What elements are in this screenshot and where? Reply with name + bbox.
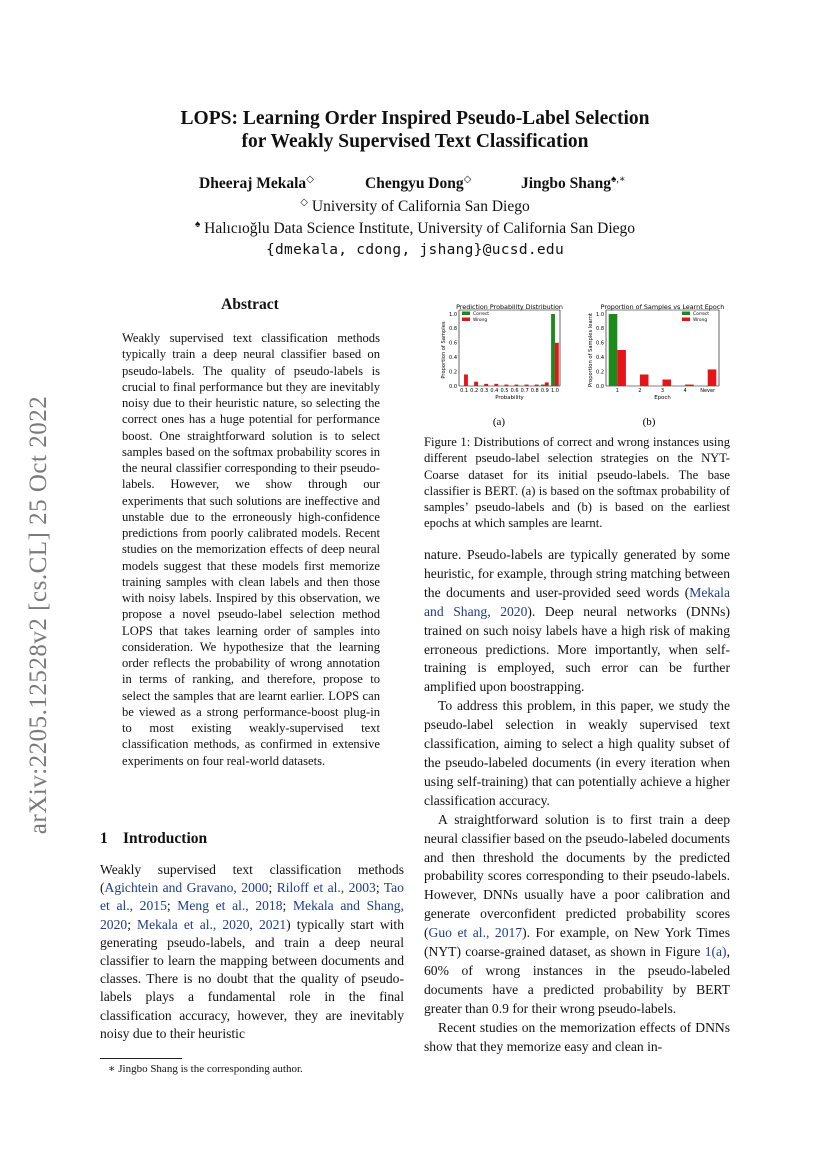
- affiliation-ucsd: ◇ University of California San Diego: [300, 197, 530, 216]
- x-tick-label: 0.5: [500, 388, 509, 394]
- x-tick-label: Never: [700, 388, 716, 394]
- y-tick-label: 0.6: [449, 340, 457, 347]
- abstract-body: Weakly supervised text classification methods typically train a deep neural classifier based on pseudo-labels. The quality of pseudo-labels is crucial to final performance but they are inevitably noisy due to their heuristic nature, so selecting the correct ones has a huge potential for performance boost. One straightforward solution is to select samples based on the softmax probability scores in the neural classifier corresponding to their pseudo-labels. However, we show through our experiments that such solutions are ineffective and unstable due to the erroneously high-confidence predictions from poorly calibrated models. Recent studies on the memorization effects of deep neural models suggest that these models first memorize training samples with clean labels and then those with noisy labels. Inspired by this observation, we propose a novel pseudo-label selection method LOPS that takes learning order of samples into consideration. We hypothesize that the learning order reflects the probability of wrong annotation in terms of ranking, and therefore, propose to select the samples that are learnt earlier. LOPS can be viewed as a strong performance-boost plug-in to most existing weakly-supervised text classification methods, as confirmed in extensive experiments on four real-world datasets.: [122, 331, 380, 768]
- legend-swatch-correct: [462, 312, 470, 316]
- bar-wrong: [545, 382, 549, 386]
- bar-wrong: [640, 374, 649, 386]
- x-tick-label: 0.6: [510, 388, 519, 394]
- x-axis-label: Epoch: [654, 395, 671, 401]
- paragraph: nature. Pseudo-labels are typically generated by some heuristic, for example, through string matching between the documents and user-provided seed words (Mekala and Shang, 2020). Deep neural networks (DNNs) trained on such noisy labels have a high risk of making erroneous predictions. More importantly, when self-training is employed, such error can be further amplified upon boostrapping.: [424, 547, 731, 695]
- x-tick-label: 2: [638, 388, 642, 394]
- bar-wrong: [555, 343, 559, 386]
- legend-label: Wrong: [693, 318, 708, 323]
- y-tick-label: 0.0: [596, 383, 604, 390]
- citation-link[interactable]: Guo et al., 2017: [428, 925, 523, 941]
- citation-link[interactable]: Agichtein and Gravano, 2000: [104, 880, 269, 896]
- bar-wrong: [535, 385, 539, 386]
- x-tick-label: 0.7: [520, 388, 529, 394]
- author-1: Dheeraj Mekala◇: [199, 174, 314, 193]
- y-tick-label: 0.2: [596, 369, 604, 376]
- chart-title: Prediction Probability Distribution: [456, 303, 563, 311]
- x-tick-label: 0.4: [490, 388, 499, 394]
- y-tick-label: 1.0: [449, 311, 457, 318]
- author-2: Chengyu Dong◇: [365, 174, 472, 193]
- bar-correct: [551, 314, 555, 386]
- section-heading-introduction: 1 Introduction: [100, 830, 208, 847]
- citation-link[interactable]: Mekala and Shang, 2020: [100, 898, 404, 932]
- citation-link[interactable]: Mekala and Shang, 2020: [424, 584, 730, 619]
- paragraph: Recent studies on the memorization effects of DNNs show that they memorize easy and clean in-: [424, 1019, 730, 1054]
- x-axis-label: Probability: [495, 395, 524, 401]
- y-tick-label: 0.0: [449, 383, 457, 390]
- y-tick-label: 0.6: [596, 340, 604, 347]
- y-tick-label: 1.0: [596, 311, 604, 318]
- footnote-rule: [100, 1058, 182, 1059]
- citation-link[interactable]: Riloff et al., 2003: [276, 880, 376, 896]
- arxiv-stamp: arXiv:2205.12528v2 [cs.CL] 25 Oct 2022: [25, 395, 52, 835]
- y-tick-label: 0.8: [596, 326, 604, 333]
- x-tick-label: 4: [683, 388, 687, 394]
- bar-wrong: [474, 382, 478, 386]
- bar-wrong: [708, 369, 717, 386]
- citation-link[interactable]: Tao et al., 2015: [100, 880, 404, 914]
- author-3: Jingbo Shang♠,∗: [521, 174, 626, 193]
- x-tick-label: 1.0: [550, 388, 559, 394]
- introduction-paragraph: Weakly supervised text classification methods (Agichtein and Gravano, 2000; Riloff et al., 2003; Tao et al., 2015; Meng et al., 2018; Mekala and Shang, 2020; Mekala et al., 2020, 2021) typically start with generating pseudo-labels, and train a deep neural classifier to learn the mapping between documents and classes. There is no doubt that the quality of pseudo-labels plays a fundamental role in the final classification accuracy, however, they are inevitably noisy due to their heuristic: [100, 862, 404, 1041]
- bar-wrong: [504, 385, 508, 386]
- footnote: ∗ Jingbo Shang is the corresponding author.: [108, 1063, 303, 1075]
- citation-link[interactable]: Mekala et al., 2020, 2021: [137, 916, 287, 932]
- legend-label: Correct: [473, 312, 490, 317]
- chart-prediction-probability: [441, 303, 563, 401]
- chart-title: Proportion of Samples vs Learnt Epoch: [600, 303, 725, 311]
- bar-correct: [609, 314, 618, 386]
- bar-wrong: [494, 384, 498, 386]
- bar-wrong: [525, 385, 529, 386]
- paragraph: To address this problem, in this paper, we study the pseudo-label selection in weakly supervised text classification, aiming to select a high quality subset of the pseudo-labeled documents (in every iteration when using self-training) that can potentially achieve a higher classification accuracy.: [424, 698, 730, 808]
- figure-1: [424, 298, 738, 438]
- y-tick-label: 0.2: [449, 369, 457, 376]
- legend-swatch-wrong: [462, 318, 470, 322]
- x-tick-label: 0.3: [480, 388, 489, 394]
- bar-wrong: [685, 385, 694, 386]
- y-axis-label: Proportion of Samples learnt: [588, 312, 594, 388]
- x-tick-label: 0.9: [540, 388, 549, 394]
- x-tick-label: 1: [615, 388, 619, 394]
- y-tick-label: 0.4: [449, 355, 457, 361]
- subfigure-label-a: (a): [492, 416, 506, 428]
- abstract-heading: Abstract: [221, 296, 279, 313]
- y-axis-label: Proportion of Samples: [441, 321, 447, 379]
- legend-label: Correct: [693, 312, 710, 317]
- citation-link[interactable]: Meng et al., 2018: [177, 898, 283, 914]
- legend-swatch-wrong: [682, 318, 690, 322]
- legend-label: Wrong: [473, 318, 488, 323]
- paragraph: A straightforward solution is to first train a deep neural classifier based on the pseudo-labeled documents and then threshold the documents by the predicted probability scores corresponding to their pseudo-labels. However, DNNs usually have a poor calibration and generate overconfident predicted probability scores (Guo et al., 2017). For example, on New York Times (NYT) coarse-grained dataset, as shown in Figure 1(a), 60% of wrong instances in the pseudo-labeled documents have a predicted probability by BERT greater than 0.9 for their wrong pseudo-labels.: [424, 811, 731, 1016]
- x-tick-label: 0.1: [460, 388, 469, 394]
- bar-wrong: [484, 384, 488, 386]
- paper-title: [90, 107, 740, 153]
- bar-wrong: [515, 385, 519, 386]
- figure-reference-link[interactable]: 1(a): [704, 944, 727, 960]
- author-emails: {dmekala, cdong, jshang}@ucsd.edu: [266, 242, 564, 258]
- bar-correct: [541, 385, 545, 386]
- bar-wrong: [464, 374, 468, 386]
- bar-wrong: [617, 350, 626, 386]
- y-tick-label: 0.4: [596, 355, 604, 361]
- figure-1-caption: Figure 1: Distributions of correct and wrong instances using different pseudo-label selection strategies on the NYT-Coarse dataset for its initial pseudo-labels. The base classifier is BERT. (a) is based on the softmax probability of samples’ pseudo-labels and (b) is based on the earliest epochs at which samples are learnt.: [424, 435, 730, 531]
- right-column-text: [424, 546, 730, 1056]
- bar-wrong: [663, 380, 672, 386]
- x-tick-label: 0.8: [530, 388, 539, 394]
- legend-swatch-correct: [682, 312, 690, 316]
- affiliation-hdsi: ♠ Halıcıoğlu Data Science Institute, University of California San Diego: [194, 219, 636, 238]
- title-line-1: LOPS: Learning Order Inspired Pseudo-Label Selection: [180, 108, 650, 129]
- subfigure-label-b: (b): [642, 416, 656, 428]
- y-tick-label: 0.8: [449, 326, 457, 333]
- chart-learnt-epoch: [588, 303, 724, 401]
- x-tick-label: 3: [660, 388, 665, 394]
- title-line-2: for Weakly Supervised Text Classification: [241, 131, 589, 152]
- x-tick-label: 0.2: [470, 388, 479, 394]
